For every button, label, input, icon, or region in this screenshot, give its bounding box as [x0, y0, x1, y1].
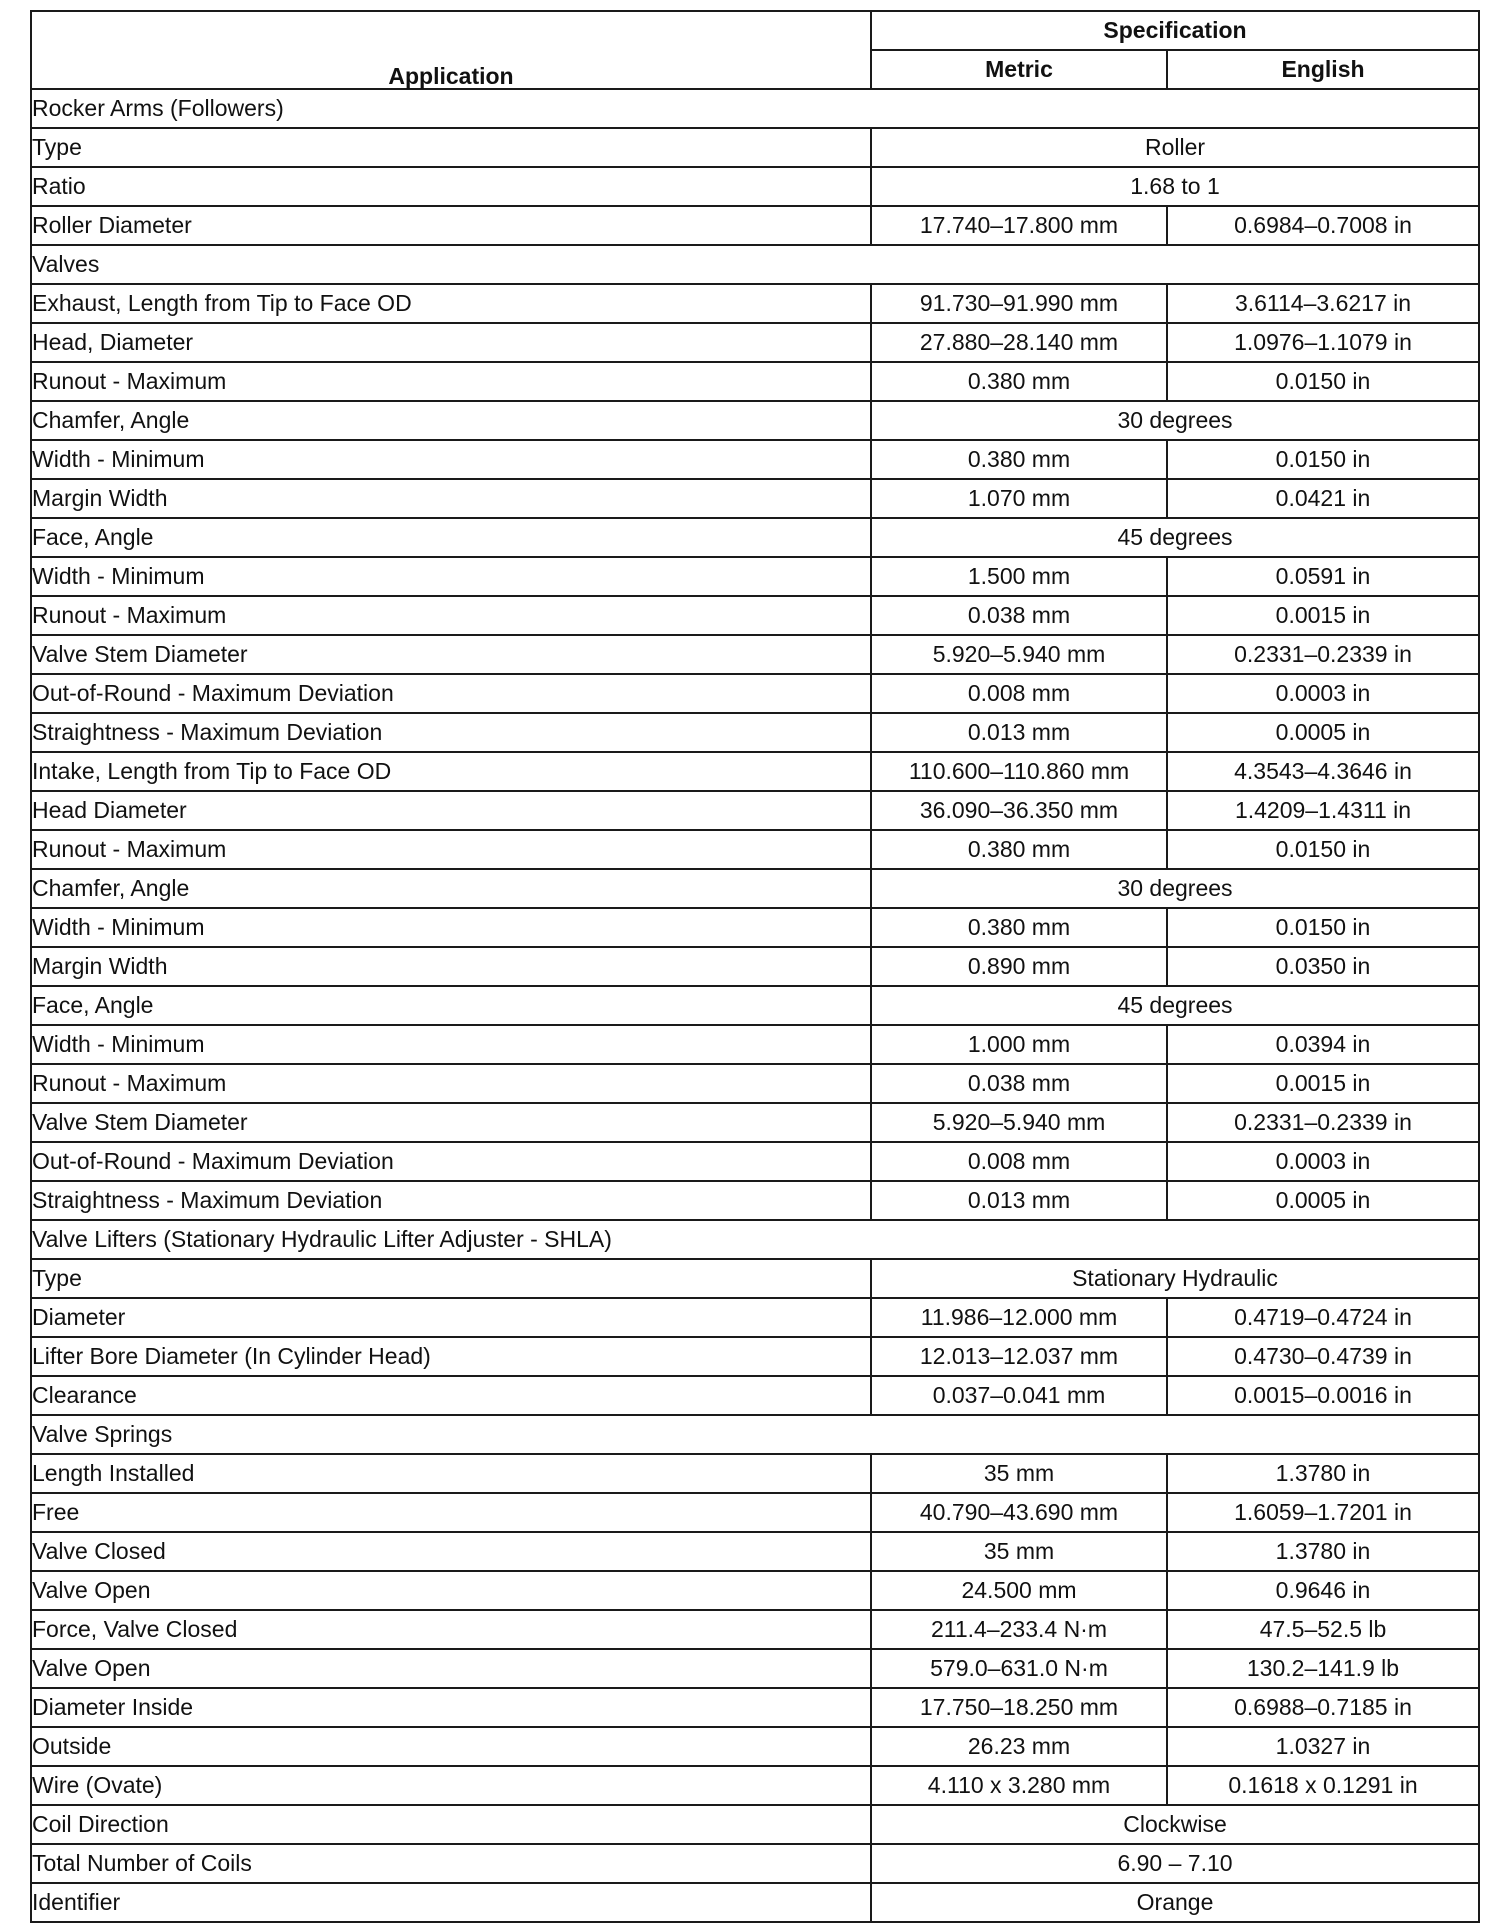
english-cell: 4.3543–4.3646 in [1167, 752, 1479, 791]
table-row [31, 1571, 1479, 1610]
application-cell: Length Installed [31, 1454, 871, 1493]
metric-cell: 1.500 mm [871, 557, 1167, 596]
application-cell: Roller Diameter [31, 206, 871, 245]
metric-cell: 91.730–91.990 mm [871, 284, 1167, 323]
metric-cell: 26.23 mm [871, 1727, 1167, 1766]
english-cell: 1.4209–1.4311 in [1167, 791, 1479, 830]
english-cell: 0.0003 in [1167, 674, 1479, 713]
table-row [31, 1727, 1479, 1766]
application-cell: Wire (Ovate) [31, 1766, 871, 1805]
metric-cell: 0.013 mm [871, 1181, 1167, 1220]
application-cell: Margin Width [31, 947, 871, 986]
metric-cell: 17.750–18.250 mm [871, 1688, 1167, 1727]
english-cell: 0.0394 in [1167, 1025, 1479, 1064]
table-row [31, 1064, 1479, 1103]
table-row [31, 128, 1479, 167]
table-row [31, 1025, 1479, 1064]
metric-cell: 0.013 mm [871, 713, 1167, 752]
table-row [31, 167, 1479, 206]
metric-cell: 35 mm [871, 1454, 1167, 1493]
metric-cell: 0.038 mm [871, 596, 1167, 635]
metric-cell: 5.920–5.940 mm [871, 635, 1167, 674]
application-cell: Diameter [31, 1298, 871, 1337]
specification-cell: 45 degrees [871, 518, 1479, 557]
table-row [31, 440, 1479, 479]
table-row [31, 479, 1479, 518]
application-cell: Head, Diameter [31, 323, 871, 362]
english-cell: 0.0005 in [1167, 713, 1479, 752]
section-row [31, 245, 1479, 284]
application-cell: Width - Minimum [31, 557, 871, 596]
english-cell: 0.0003 in [1167, 1142, 1479, 1181]
table-row [31, 1376, 1479, 1415]
specification-column-header: Specification [871, 11, 1479, 50]
table-row [31, 713, 1479, 752]
metric-cell: 12.013–12.037 mm [871, 1337, 1167, 1376]
metric-cell: 211.4–233.4 N·m [871, 1610, 1167, 1649]
metric-cell: 35 mm [871, 1532, 1167, 1571]
english-cell: 0.0015 in [1167, 1064, 1479, 1103]
table-row [31, 1883, 1479, 1922]
application-cell: Runout - Maximum [31, 362, 871, 401]
application-cell: Free [31, 1493, 871, 1532]
specification-table [30, 10, 1480, 1923]
metric-cell: 5.920–5.940 mm [871, 1103, 1167, 1142]
metric-cell: 579.0–631.0 N·m [871, 1649, 1167, 1688]
table-row [31, 752, 1479, 791]
metric-cell: 0.380 mm [871, 830, 1167, 869]
table-row [31, 323, 1479, 362]
specification-cell: Clockwise [871, 1805, 1479, 1844]
table-row [31, 830, 1479, 869]
english-cell: 1.0976–1.1079 in [1167, 323, 1479, 362]
application-cell: Exhaust, Length from Tip to Face OD [31, 284, 871, 323]
section-heading: Rocker Arms (Followers) [31, 89, 1479, 128]
english-cell: 3.6114–3.6217 in [1167, 284, 1479, 323]
table-row [31, 1844, 1479, 1883]
table-row [31, 1688, 1479, 1727]
application-cell: Margin Width [31, 479, 871, 518]
english-cell: 1.3780 in [1167, 1532, 1479, 1571]
section-heading: Valve Springs [31, 1415, 1479, 1454]
specification-cell: 30 degrees [871, 869, 1479, 908]
metric-cell: 0.008 mm [871, 674, 1167, 713]
metric-cell: 17.740–17.800 mm [871, 206, 1167, 245]
metric-cell: 4.110 x 3.280 mm [871, 1766, 1167, 1805]
application-cell: Chamfer, Angle [31, 401, 871, 440]
table-row [31, 401, 1479, 440]
application-cell: Lifter Bore Diameter (In Cylinder Head) [31, 1337, 871, 1376]
section-row [31, 89, 1479, 128]
specification-cell: Stationary Hydraulic [871, 1259, 1479, 1298]
metric-column-header: Metric [871, 50, 1167, 89]
metric-cell: 0.380 mm [871, 440, 1167, 479]
metric-cell: 0.380 mm [871, 908, 1167, 947]
application-cell: Straightness - Maximum Deviation [31, 713, 871, 752]
metric-cell: 0.008 mm [871, 1142, 1167, 1181]
table-row [31, 206, 1479, 245]
table-row [31, 791, 1479, 830]
table-row [31, 557, 1479, 596]
english-cell: 1.3780 in [1167, 1454, 1479, 1493]
application-cell: Valve Open [31, 1571, 871, 1610]
section-row [31, 1220, 1479, 1259]
table-row [31, 1142, 1479, 1181]
table-row [31, 518, 1479, 557]
metric-cell: 1.000 mm [871, 1025, 1167, 1064]
english-cell: 0.4719–0.4724 in [1167, 1298, 1479, 1337]
english-cell: 1.6059–1.7201 in [1167, 1493, 1479, 1532]
table-row [31, 1610, 1479, 1649]
english-cell: 130.2–141.9 lb [1167, 1649, 1479, 1688]
application-cell: Intake, Length from Tip to Face OD [31, 752, 871, 791]
application-cell: Face, Angle [31, 986, 871, 1025]
specification-cell: 1.68 to 1 [871, 167, 1479, 206]
application-cell: Outside [31, 1727, 871, 1766]
table-header [31, 11, 1479, 89]
table-body [31, 89, 1479, 1922]
application-cell: Width - Minimum [31, 908, 871, 947]
metric-cell: 0.890 mm [871, 947, 1167, 986]
metric-cell: 11.986–12.000 mm [871, 1298, 1167, 1337]
application-cell: Valve Stem Diameter [31, 635, 871, 674]
table-row [31, 869, 1479, 908]
english-cell: 0.0015–0.0016 in [1167, 1376, 1479, 1415]
english-cell: 0.0591 in [1167, 557, 1479, 596]
application-cell: Ratio [31, 167, 871, 206]
table-row [31, 1493, 1479, 1532]
specification-cell: 6.90 – 7.10 [871, 1844, 1479, 1883]
application-cell: Runout - Maximum [31, 1064, 871, 1103]
table-row [31, 1181, 1479, 1220]
table-row [31, 1454, 1479, 1493]
metric-cell: 40.790–43.690 mm [871, 1493, 1167, 1532]
table-row [31, 986, 1479, 1025]
table-row [31, 1103, 1479, 1142]
metric-cell: 1.070 mm [871, 479, 1167, 518]
application-cell: Width - Minimum [31, 1025, 871, 1064]
table-row [31, 1649, 1479, 1688]
english-cell: 0.6984–0.7008 in [1167, 206, 1479, 245]
application-cell: Force, Valve Closed [31, 1610, 871, 1649]
specification-cell: Roller [871, 128, 1479, 167]
table-row [31, 1259, 1479, 1298]
application-cell: Width - Minimum [31, 440, 871, 479]
metric-cell: 24.500 mm [871, 1571, 1167, 1610]
english-cell: 0.1618 x 0.1291 in [1167, 1766, 1479, 1805]
application-cell: Clearance [31, 1376, 871, 1415]
spec-table-container [30, 10, 1478, 1923]
application-cell: Valve Stem Diameter [31, 1103, 871, 1142]
metric-cell: 27.880–28.140 mm [871, 323, 1167, 362]
application-cell: Runout - Maximum [31, 596, 871, 635]
application-cell: Face, Angle [31, 518, 871, 557]
application-cell: Runout - Maximum [31, 830, 871, 869]
table-row [31, 1532, 1479, 1571]
english-cell: 0.0350 in [1167, 947, 1479, 986]
table-row [31, 284, 1479, 323]
application-cell: Out-of-Round - Maximum Deviation [31, 674, 871, 713]
english-cell: 0.0015 in [1167, 596, 1479, 635]
english-column-header: English [1167, 50, 1479, 89]
table-row [31, 1766, 1479, 1805]
english-cell: 1.0327 in [1167, 1727, 1479, 1766]
metric-cell: 110.600–110.860 mm [871, 752, 1167, 791]
section-row [31, 1415, 1479, 1454]
application-cell: Type [31, 1259, 871, 1298]
table-row [31, 947, 1479, 986]
table-row [31, 674, 1479, 713]
english-cell: 0.0150 in [1167, 440, 1479, 479]
english-cell: 0.2331–0.2339 in [1167, 635, 1479, 674]
table-row [31, 1337, 1479, 1376]
table-row [31, 1298, 1479, 1337]
specification-cell: 30 degrees [871, 401, 1479, 440]
english-cell: 0.4730–0.4739 in [1167, 1337, 1479, 1376]
english-cell: 0.0150 in [1167, 908, 1479, 947]
table-row [31, 596, 1479, 635]
english-cell: 47.5–52.5 lb [1167, 1610, 1479, 1649]
application-cell: Identifier [31, 1883, 871, 1922]
english-cell: 0.0150 in [1167, 362, 1479, 401]
metric-cell: 36.090–36.350 mm [871, 791, 1167, 830]
english-cell: 0.0005 in [1167, 1181, 1479, 1220]
application-cell: Straightness - Maximum Deviation [31, 1181, 871, 1220]
english-cell: 0.6988–0.7185 in [1167, 1688, 1479, 1727]
application-cell: Coil Direction [31, 1805, 871, 1844]
metric-cell: 0.380 mm [871, 362, 1167, 401]
table-row [31, 635, 1479, 674]
metric-cell: 0.037–0.041 mm [871, 1376, 1167, 1415]
english-cell: 0.2331–0.2339 in [1167, 1103, 1479, 1142]
application-cell: Head Diameter [31, 791, 871, 830]
metric-cell: 0.038 mm [871, 1064, 1167, 1103]
table-row [31, 908, 1479, 947]
english-cell: 0.0150 in [1167, 830, 1479, 869]
section-heading: Valves [31, 245, 1479, 284]
english-cell: 0.0421 in [1167, 479, 1479, 518]
application-cell: Type [31, 128, 871, 167]
section-heading: Valve Lifters (Stationary Hydraulic Lifter Adjuster - SHLA) [31, 1220, 1479, 1259]
application-cell: Valve Open [31, 1649, 871, 1688]
table-row [31, 1805, 1479, 1844]
application-cell: Diameter Inside [31, 1688, 871, 1727]
specification-cell: 45 degrees [871, 986, 1479, 1025]
application-cell: Out-of-Round - Maximum Deviation [31, 1142, 871, 1181]
application-column-header: Application [31, 11, 871, 89]
application-cell: Chamfer, Angle [31, 869, 871, 908]
application-cell: Total Number of Coils [31, 1844, 871, 1883]
english-cell: 0.9646 in [1167, 1571, 1479, 1610]
table-row [31, 362, 1479, 401]
application-cell: Valve Closed [31, 1532, 871, 1571]
specification-cell: Orange [871, 1883, 1479, 1922]
